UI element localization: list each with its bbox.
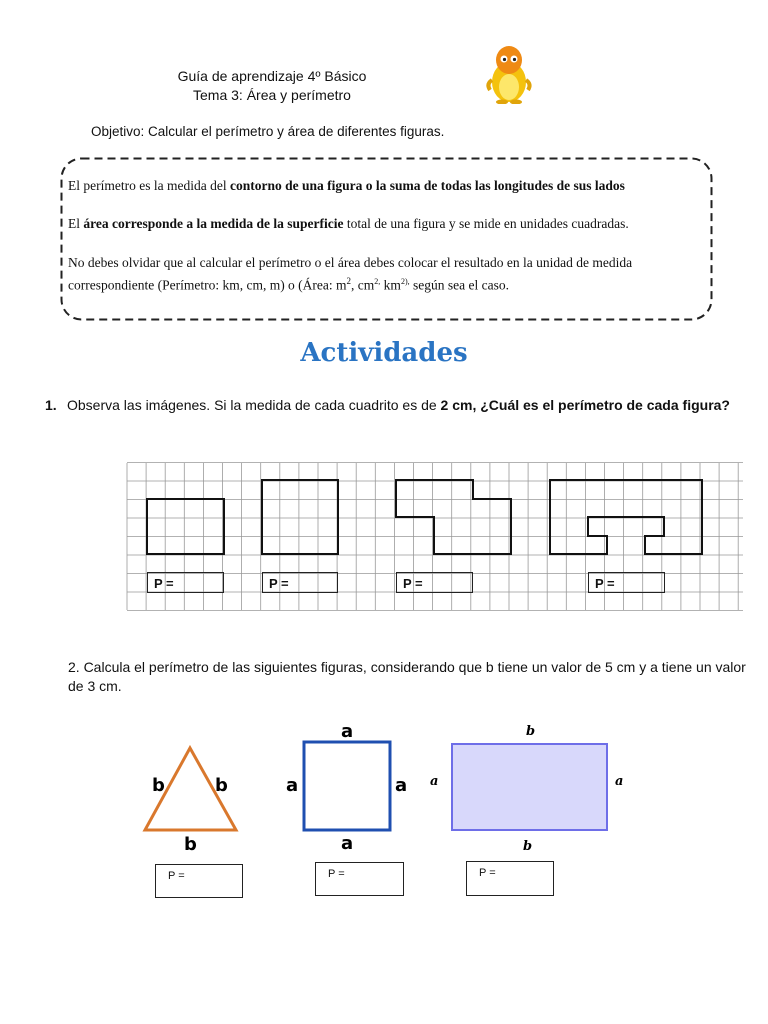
answer-box-triangle[interactable]: P =	[155, 864, 243, 898]
answer-box-rectangle[interactable]: P =	[466, 861, 554, 896]
reminder-a: correspondiente (Perímetro: km, cm, m) o (Área: m	[68, 277, 347, 293]
rectangle-shape	[452, 744, 607, 830]
reminder-line2	[68, 272, 718, 295]
perimeter-bold: contorno de una figura o la suma de todas las longitudes de sus lados	[229, 178, 625, 193]
triangle-figure	[135, 740, 250, 855]
reminder-d: según sea el caso.	[409, 277, 509, 293]
figure-4-shape	[550, 480, 702, 554]
question-1-text: Observa las imágenes. Si la medida de cada cuadrito es de	[67, 397, 441, 413]
question-2: 2. Calcula el perímetro de las siguientes figuras, considerando que b tiene un valor de 5 cm y a tiene un valor de 3 cm.	[68, 659, 746, 694]
rect-label-left: a	[430, 774, 439, 789]
figure-2-square	[262, 480, 338, 554]
square-label-right: a	[395, 775, 408, 796]
sup-km2: 2),	[400, 277, 410, 286]
triangle-label-right: b	[215, 775, 228, 796]
answer-box-2[interactable]: P =	[262, 572, 338, 593]
area-prefix: El	[68, 216, 84, 231]
rect-label-top: b	[526, 724, 536, 739]
reminder-line1: No debes olvidar que al calcular el perímetro o el área debes colocar el resultado en la unidad de medida	[68, 255, 633, 270]
figure-1-rectangle	[147, 499, 224, 554]
square-label-top: a	[341, 721, 354, 742]
triangle-label-bottom: b	[184, 834, 197, 855]
answer-box-square[interactable]: P =	[315, 862, 404, 896]
objective-text: Objetivo: Calcular el perímetro y área de diferentes figuras.	[91, 124, 445, 139]
triangle-label-left: b	[152, 775, 165, 796]
guide-title: Guía de aprendizaje 4º Básico	[177, 68, 367, 84]
question-1-number: 1.	[45, 397, 57, 413]
question-1	[45, 396, 735, 415]
mascot-icon	[484, 42, 534, 104]
area-bold: área corresponde a la medida de la superficie	[83, 216, 344, 231]
area-suffix: total de una figura y se mide en unidades cuadradas.	[343, 216, 629, 231]
rectangle-figure	[425, 720, 635, 858]
area-definition	[68, 215, 718, 233]
sup-m2: 2	[346, 276, 352, 286]
reminder-b: , cm	[351, 277, 375, 293]
reminder-c: km	[380, 277, 401, 293]
answer-box-3[interactable]: P =	[396, 572, 473, 593]
rect-label-bottom: b	[523, 839, 533, 854]
square-label-left: a	[286, 775, 299, 796]
sup-cm2: 2,	[374, 277, 381, 286]
answer-box-4[interactable]: P =	[588, 572, 665, 593]
perimeter-definition	[68, 177, 718, 195]
topic-title: Tema 3: Área y perímetro	[193, 87, 351, 103]
answer-box-1[interactable]: P =	[147, 572, 224, 593]
square-figure	[280, 718, 415, 858]
perimeter-prefix: El perímetro es la medida del	[68, 178, 230, 193]
activities-title: Actividades	[300, 338, 468, 368]
square-shape	[304, 742, 390, 830]
question-1-bold: 2 cm, ¿Cuál es el perímetro de cada figura?	[440, 397, 730, 413]
rect-label-right: a	[615, 774, 624, 789]
square-label-bottom: a	[341, 833, 354, 854]
